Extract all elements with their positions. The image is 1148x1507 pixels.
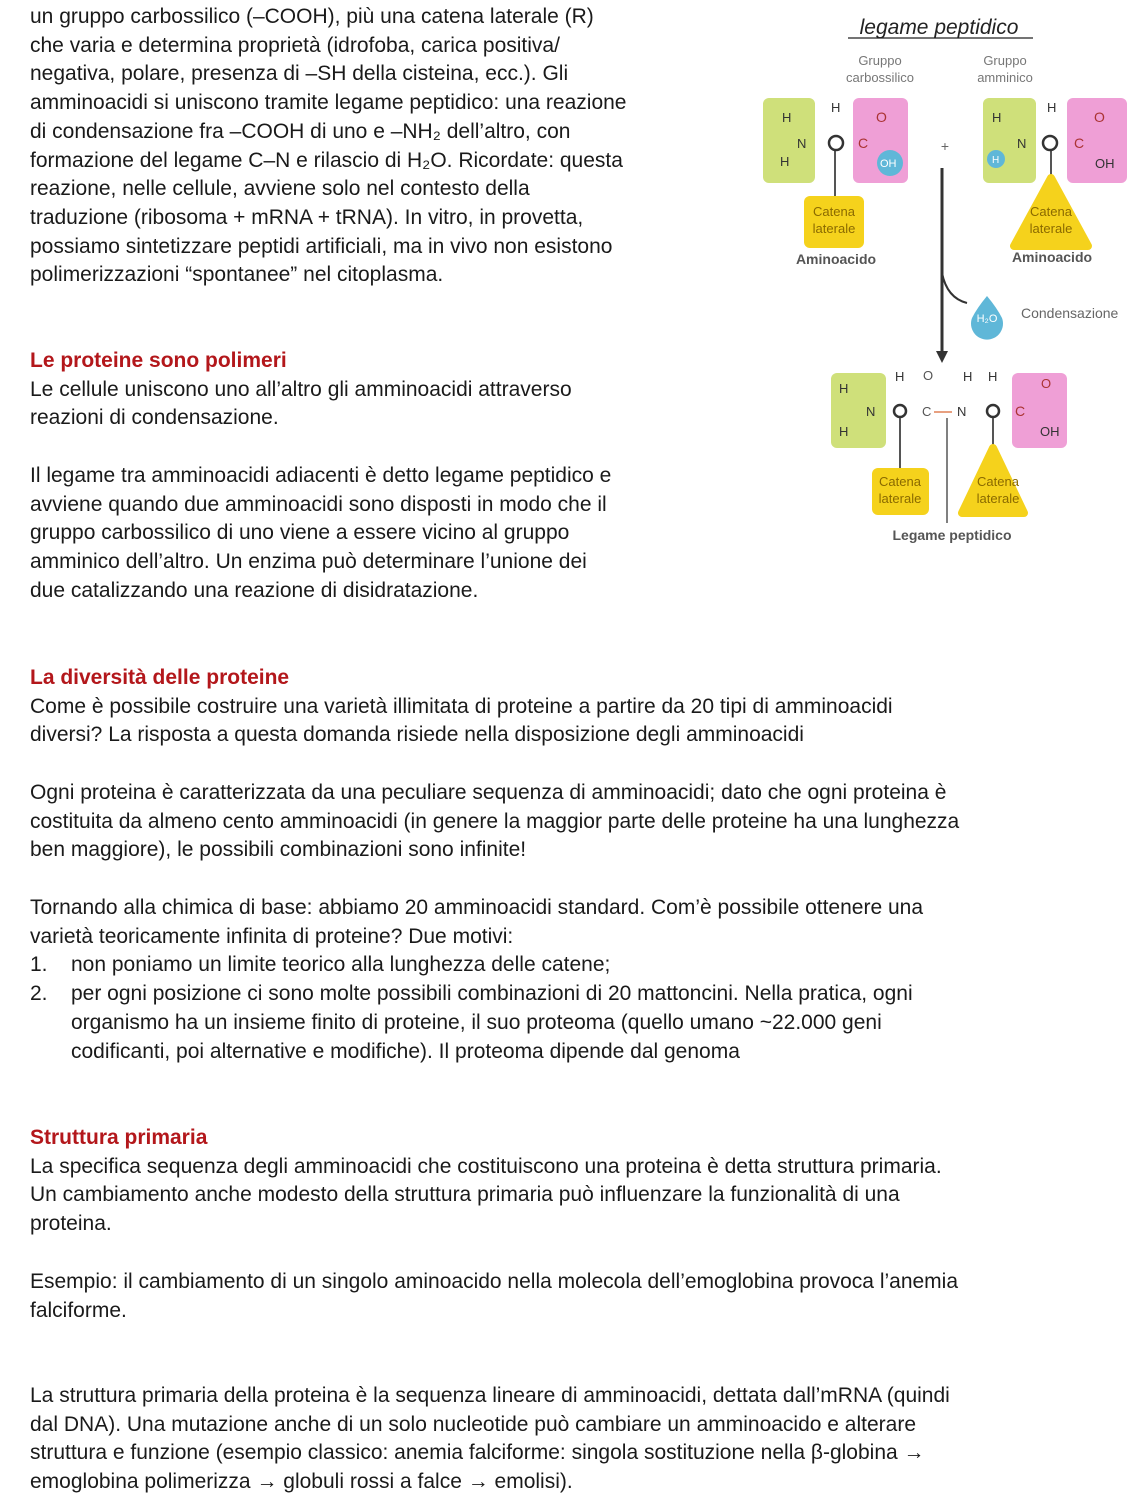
svg-text:N: N xyxy=(866,404,876,419)
text-line: La specifica sequenza degli amminoacidi che costituiscono una proteina è detta struttura primaria. xyxy=(30,1154,942,1178)
text-line: ben maggiore), le possibili combinazioni sono infinite! xyxy=(30,838,527,862)
reaction-arrow xyxy=(936,168,967,363)
side-chain-label: Catena laterale xyxy=(812,204,856,236)
carboxyl-group-label: Gruppo carbossilico xyxy=(846,53,914,85)
list-item xyxy=(30,980,923,1066)
text-line: due catalizzando una reazione di disidratazione. xyxy=(30,578,479,602)
svg-text:H: H xyxy=(895,369,905,384)
text-line: La struttura primaria della proteina è la sequenza lineare di amminoacidi, dettata dall’mRNA (quindi xyxy=(30,1384,950,1407)
text-line: per ogni posizione ci sono molte possibili combinazioni di 20 mattoncini. Nella pratica, ogni xyxy=(71,982,913,1006)
text-line: traduzione (ribosoma + mRNA + tRNA). In vitro, in provetta, xyxy=(30,205,584,229)
section-primary-structure xyxy=(30,1124,942,1239)
text-line: Ogni proteina è caratterizzata da una peculiare sequenza di amminoacidi; dato che ogni proteina è xyxy=(30,781,947,804)
svg-text:H: H xyxy=(963,369,973,384)
text-line: Un cambiamento anche modesto della struttura primaria può influenzare la funzionalità di una xyxy=(30,1183,900,1207)
svg-text:H: H xyxy=(831,100,841,115)
text-line: negativa, polare, presenza di –SH della cisteina, ecc.). Gli xyxy=(30,62,569,86)
svg-text:H: H xyxy=(992,110,1002,125)
text-line: costituita da almeno cento amminoacidi (in genere la maggior parte delle proteine ha una lunghezza xyxy=(30,809,960,833)
section-heading: La diversità delle proteine xyxy=(30,666,290,689)
text-line: non poniamo un limite teorico alla lunghezza delle catene; xyxy=(71,953,611,977)
text-line: avviene quando due amminoacidi sono disposti in modo che il xyxy=(30,492,607,516)
svg-text:O: O xyxy=(1094,109,1105,125)
paragraph xyxy=(30,462,611,606)
svg-text:H: H xyxy=(839,424,849,439)
section-diversity xyxy=(30,664,893,750)
text-line: formazione del legame C–N e rilascio di H₂O. Ricordate: questa xyxy=(30,148,623,172)
text-line: amminico dell’altro. Un enzima può determinare l’unione dei xyxy=(30,550,587,574)
diagram-title: legame peptidico xyxy=(859,16,1019,39)
section-heading: Struttura primaria xyxy=(30,1126,208,1149)
svg-text:C: C xyxy=(1015,403,1026,419)
paragraph xyxy=(30,894,923,1066)
text-line: falciforme. xyxy=(30,1298,127,1322)
text-line: Come è possibile costruire una varietà illimitata di proteine a partire da 20 tipi di amminoacidi xyxy=(30,694,893,718)
list-item xyxy=(30,951,923,980)
paragraph xyxy=(30,779,959,865)
section-polymers xyxy=(30,347,572,433)
svg-text:H: H xyxy=(1047,100,1057,115)
svg-text:OH: OH xyxy=(1040,424,1060,439)
text-line: organismo ha un insieme finito di proteine, il suo proteoma (quello umano ~22.000 geni xyxy=(71,1010,882,1034)
paragraph xyxy=(30,1382,950,1497)
text-line: diversi? La risposta a questa domanda risiede nella disposizione degli amminoacidi xyxy=(30,723,804,747)
plus-sign: + xyxy=(940,138,950,154)
text-line: codificanti, poi alternative e modifiche). Il proteoma dipende dal genoma xyxy=(71,1039,740,1063)
svg-text:O: O xyxy=(923,368,934,383)
list-number: 1. xyxy=(30,953,48,977)
text-line: reazioni di condensazione. xyxy=(30,406,279,430)
svg-text:H: H xyxy=(782,110,792,125)
svg-text:H₂O: H₂O xyxy=(976,313,998,325)
text-line: Tornando alla chimica di base: abbiamo 20 amminoacidi standard. Com’è possibile ottenere una xyxy=(30,896,924,919)
peptide-bond-diagram xyxy=(752,8,1142,553)
peptide-bond-label: Legame peptidico xyxy=(892,527,1012,543)
text-line: che varia e determina proprietà (idrofoba, carica positiva/ xyxy=(30,33,560,57)
text-line: di condensazione fra –COOH di uno e –NH₂ dell’altro, con xyxy=(30,119,571,143)
text-line: gruppo carbossilico di uno viene a essere vicino al gruppo xyxy=(30,521,570,545)
side-chain-label: Catena laterale xyxy=(878,474,922,506)
svg-text:N: N xyxy=(957,404,967,419)
paragraph xyxy=(30,1268,958,1325)
svg-text:OH: OH xyxy=(1095,156,1115,171)
amino-acid-2 xyxy=(983,98,1127,265)
text-line: dal DNA). Una mutazione anche di un solo nucleotide può cambiare un amminoacido e alterare xyxy=(30,1412,917,1436)
side-chain-label: Catena laterale xyxy=(1029,204,1073,236)
text-line: emoglobina polimerizza → globuli rossi a falce → emolisi). xyxy=(30,1470,573,1494)
amino-group-label: Gruppo amminico xyxy=(977,53,1033,85)
text-line: amminoacidi si uniscono tramite legame peptidico: una reazione xyxy=(30,91,627,115)
svg-text:C: C xyxy=(1074,135,1085,151)
dipeptide xyxy=(831,368,1067,543)
text-line: Le cellule uniscono uno all’altro gli amminoacidi attraverso xyxy=(30,377,572,401)
svg-text:N: N xyxy=(797,136,807,151)
svg-text:C: C xyxy=(858,135,869,151)
svg-text:N: N xyxy=(1017,136,1027,151)
text-line: possiamo sintetizzare peptidi artificiali, ma in vivo non esistono xyxy=(30,234,613,258)
side-chain-label: Catena laterale xyxy=(976,474,1020,506)
text-line: Esempio: il cambiamento di un singolo aminoacido nella molecola dell’emoglobina provoca l’anemia xyxy=(30,1270,959,1293)
text-line: un gruppo carbossilico (–COOH), più una catena laterale (R) xyxy=(30,5,594,28)
svg-text:H: H xyxy=(988,369,998,384)
svg-text:H: H xyxy=(780,154,790,169)
amino-acid-label: Aminoacido xyxy=(1011,249,1093,265)
text-line: varietà teoricamente infinita di proteine? Due motivi: xyxy=(30,924,514,948)
amino-acid-1 xyxy=(763,98,908,267)
svg-text:H: H xyxy=(839,381,849,396)
amino-acid-label: Aminoacido xyxy=(795,251,877,267)
intro-paragraph xyxy=(30,3,627,290)
text-line: polimerizzazioni “spontanee” nel citoplasma. xyxy=(30,263,444,287)
text-line: proteina. xyxy=(30,1212,112,1236)
svg-text:O: O xyxy=(876,109,887,125)
text-line: Il legame tra amminoacidi adiacenti è detto legame peptidico e xyxy=(30,464,612,487)
condensation-label: Condensazione xyxy=(1021,305,1119,321)
section-heading: Le proteine sono polimeri xyxy=(30,349,287,372)
svg-text:C: C xyxy=(922,404,932,419)
list-number: 2. xyxy=(30,982,48,1006)
water-drop-icon xyxy=(971,296,1003,340)
text-line: struttura e funzione (esempio classico: anemia falciforme: singola sostituzione nella β-globina → xyxy=(30,1441,925,1465)
svg-text:OH: OH xyxy=(880,158,897,170)
svg-text:O: O xyxy=(1041,376,1052,391)
svg-text:H: H xyxy=(992,155,1000,166)
text-line: reazione, nelle cellule, avviene solo nel contesto della xyxy=(30,177,530,201)
